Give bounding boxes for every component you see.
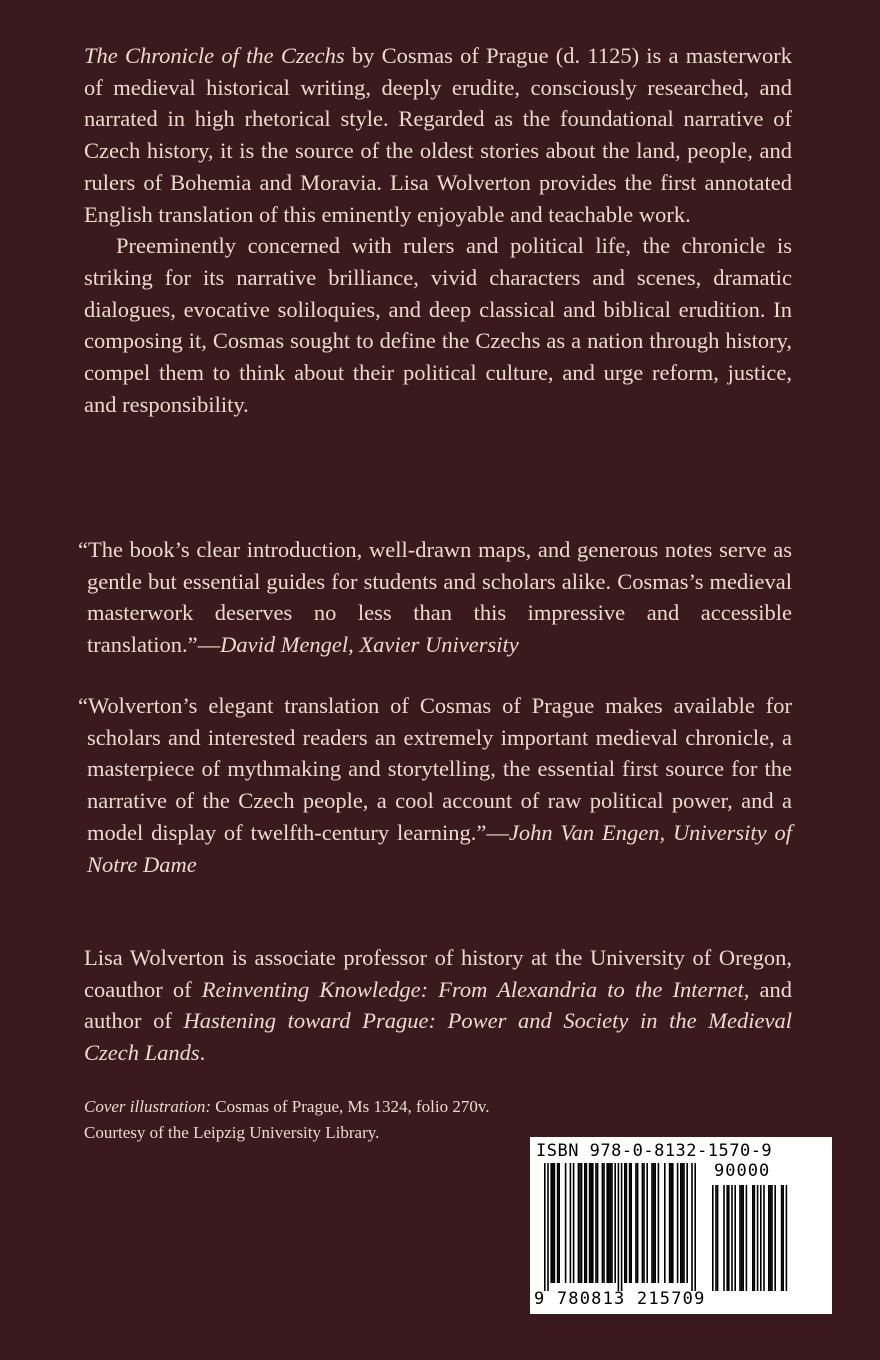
barcode-bar [552, 1163, 554, 1283]
cover-credit [84, 1094, 504, 1146]
bio-book-1: Reinventing Knowledge: From Alexandria to the Internet, [201, 976, 750, 1002]
barcode-bar [621, 1163, 623, 1291]
addon-bar [774, 1185, 776, 1291]
bio-text-3: . [199, 1040, 206, 1066]
author-bio [84, 942, 792, 1069]
barcode-bar [611, 1163, 613, 1283]
barcode-bar [554, 1163, 556, 1283]
quote-attribution: John Van Engen, University of Notre Dame [87, 819, 792, 877]
addon-bar [760, 1185, 762, 1291]
review-quote-2 [78, 690, 792, 880]
addon-bar [712, 1185, 714, 1291]
barcode-bar [626, 1163, 628, 1283]
barcode-bar [646, 1163, 648, 1283]
addon-bar [771, 1185, 773, 1291]
barcode-bar [606, 1163, 608, 1283]
barcode-bar [642, 1163, 644, 1283]
barcode-bar [637, 1163, 639, 1283]
barcode-bar [686, 1163, 688, 1283]
addon-bar [770, 1185, 772, 1291]
barcode-bar [664, 1163, 666, 1283]
barcode-bar [592, 1163, 594, 1283]
barcode-bar [573, 1163, 575, 1283]
barcode-bar [550, 1163, 552, 1283]
barcode-bar [590, 1163, 592, 1283]
addon-bar [752, 1185, 754, 1291]
barcode-bar [570, 1163, 572, 1283]
addon-bar [786, 1185, 788, 1291]
addon-bar [723, 1185, 725, 1291]
bio-book-2: Hastening toward Prague: Power and Society in the Medieval Czech Lands [84, 1008, 792, 1066]
barcode-bar [602, 1163, 604, 1283]
quote-attribution: David Mengel, Xavier University [220, 632, 519, 658]
blurb-paragraph-1 [84, 40, 792, 230]
credit-label: Cover illustration: [84, 1097, 212, 1116]
barcode-bar [618, 1163, 620, 1291]
addon-bar [763, 1185, 765, 1291]
addon-bar [717, 1185, 719, 1291]
addon-bar [734, 1185, 736, 1291]
barcode-bar [670, 1163, 672, 1283]
barcode-bar [589, 1163, 591, 1283]
barcode-bar [653, 1163, 655, 1283]
bio-text-1: Lisa Wolverton is associate professor of history at the University of Oregon, coauthor of [84, 945, 792, 1002]
blurb-text-1: by Cosmas of Prague (d. 1125) is a masterwork of medieval historical writing, deeply erudite, consciously researched, and narrated in high rhetorical style. Regarded as the foundational narrative of Czech history, it is the source of the oldest stories about the land, people, and rulers of Bohemia and Moravia. Lisa Wolverton provides the first annotated English translation of this eminently enjoyable and teachable work. [84, 43, 792, 227]
barcode-bar [629, 1163, 631, 1283]
barcode-bar [680, 1163, 682, 1283]
credit-line-1: Cosmas of Prague, Ms 1324, folio 270v. [211, 1097, 490, 1116]
addon-bar [726, 1185, 728, 1291]
barcode-bar [595, 1163, 597, 1283]
addon-bar [739, 1185, 741, 1291]
addon-bar [746, 1185, 748, 1291]
addon-bar [731, 1185, 733, 1291]
barcode-bar [578, 1163, 580, 1283]
barcode-bar [547, 1163, 549, 1291]
barcode-bar [614, 1163, 616, 1283]
addon-bar [741, 1185, 743, 1291]
barcode-bar [651, 1163, 653, 1283]
barcode-bar [624, 1163, 626, 1283]
barcode-bar [635, 1163, 637, 1283]
price-addon-digits: 90000 [714, 1161, 771, 1181]
barcode-bar [691, 1163, 693, 1291]
barcode-bar [630, 1163, 632, 1283]
barcode-bar [608, 1163, 610, 1283]
barcode-bar [544, 1163, 546, 1291]
addon-bar [782, 1185, 784, 1291]
isbn-barcode [530, 1137, 832, 1314]
addon-bar [715, 1185, 717, 1291]
barcode-bar [557, 1163, 559, 1283]
barcode-bar [669, 1163, 671, 1283]
barcode-bar [610, 1163, 612, 1283]
barcode-bar [603, 1163, 605, 1283]
barcode-bar [658, 1163, 660, 1283]
book-title: The Chronicle of the Czechs [84, 43, 345, 68]
barcode-bars [536, 1163, 828, 1291]
barcode-bar [565, 1163, 567, 1283]
addon-bar [754, 1185, 756, 1291]
barcode-bar [581, 1163, 583, 1283]
barcode-bar [584, 1163, 586, 1283]
addon-bar [728, 1185, 730, 1291]
barcode-bar [654, 1163, 656, 1283]
description-blurb [84, 40, 792, 420]
credit-line-2: Courtesy of the Leipzig University Library. [84, 1123, 380, 1142]
addon-bar [781, 1185, 783, 1291]
bio-text-2: and author of [84, 976, 792, 1034]
barcode-bar [579, 1163, 581, 1283]
blurb-paragraph-2: Preeminently concerned with rulers and political life, the chronicle is striking for its narrative brilliance, vivid characters and scenes, dramatic dialogues, evocative soliloquies, and deep classical and biblical erudition. In composing it, Cosmas sought to define the Czechs as a nation through history, compel them to think about their political culture, and urge reform, justice, and responsibility. [84, 233, 792, 417]
quote-text: “The book’s clear introduction, well-drawn maps, and generous notes serve as gentle but essential guides for students and scholars alike. Cosmas’s medieval masterwork deserves no less than this impressive and accessible translation.”— [78, 537, 792, 658]
barcode-bar [682, 1163, 684, 1283]
barcode-bar [694, 1163, 696, 1291]
barcode-bar [558, 1163, 560, 1283]
addon-bar [768, 1185, 770, 1291]
barcode-bar [672, 1163, 674, 1283]
ean-digits: 9 780813 215709 [534, 1289, 706, 1309]
addon-bar [742, 1185, 744, 1291]
barcode-bar [643, 1163, 645, 1283]
addon-bar [757, 1185, 759, 1291]
review-quote-1 [78, 534, 792, 661]
barcode-bar [683, 1163, 685, 1283]
quote-text: “Wolverton’s elegant translation of Cosmas of Prague makes available for scholars and interested readers an extremely important medieval chronicle, a masterpiece of mythmaking and storytelling, the essential first source for the narrative of the Czech people, a cool account of raw political power, and a model display of twelfth-century learning.”— [78, 693, 792, 845]
barcode-bar [597, 1163, 599, 1283]
barcode-bar [586, 1163, 588, 1283]
isbn-label: ISBN 978-0-8132-1570-9 [536, 1141, 773, 1161]
barcode-bar [677, 1163, 679, 1283]
